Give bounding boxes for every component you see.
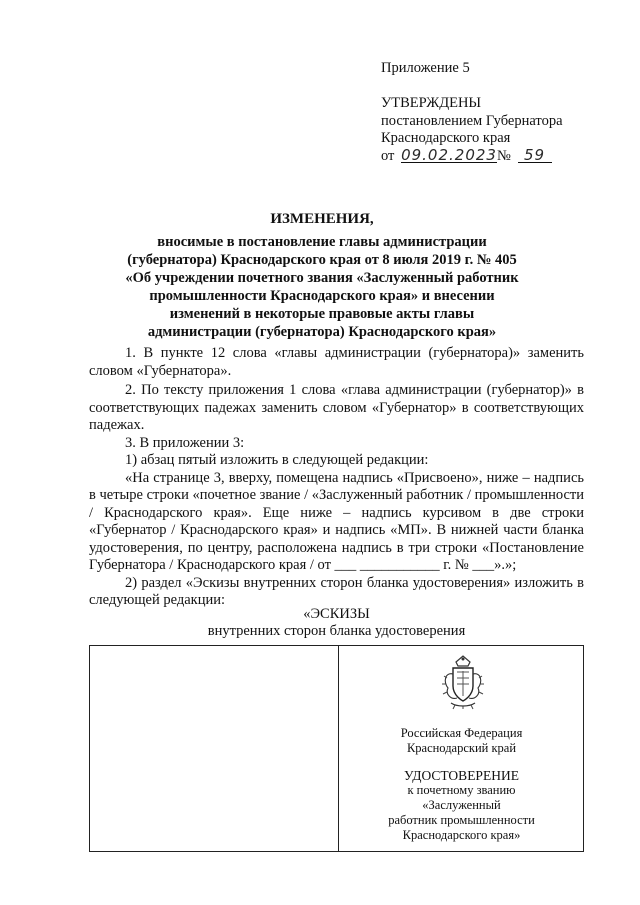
approval-date-line [381, 145, 563, 166]
title-line: изменений в некоторые правовые акты главы [169, 306, 475, 322]
approved-label: УТВЕРЖДЕНЫ [381, 95, 482, 111]
paragraph: 3. В приложении 3: [125, 434, 245, 451]
certificate-sketch [89, 645, 584, 852]
title-line: вносимые в постановление главы администрации [157, 234, 487, 250]
region-label: Краснодарский край [406, 741, 517, 755]
number-prefix: № [497, 147, 511, 164]
caption-line2: внутренних сторон бланка удостоверения [207, 623, 466, 639]
krasnodar-coat-of-arms-icon [439, 654, 487, 710]
certificate-line: «Заслуженный [422, 798, 501, 812]
paragraph: 1) абзац пятый изложить в следующей редакции: [125, 452, 429, 468]
paragraph: 1. В пункте 12 слова «главы администрации (губернатора)» заменить словом «Губернатора». [89, 345, 584, 379]
title-line: администрации (губернатора) Краснодарского края» [147, 324, 497, 340]
certificate-title: УДОСТОВЕРЕНИЕ [404, 768, 519, 783]
approved-by-line2: Краснодарского края [381, 130, 511, 146]
title-line: «Об учреждении почетного звания «Заслуженный работник [125, 270, 519, 286]
certificate-line: Краснодарского края» [402, 828, 521, 842]
sketch-caption [89, 606, 584, 640]
approved-by-line1: постановлением Губернатора [381, 112, 563, 129]
paragraph: 2) раздел «Эскизы внутренних сторон бланка удостоверения» изложить в следующей редакции: [89, 574, 584, 608]
annex-label: Приложение 5 [381, 60, 470, 76]
certificate-line: к почетному званию [407, 783, 516, 797]
title-heading: ИЗМЕНЕНИЯ, [270, 211, 374, 227]
body-text [89, 345, 584, 610]
country-label: Российская Федерация [400, 726, 523, 740]
certificate-line: работник промышленности [388, 813, 535, 827]
handwritten-date: 09.02.2023 [401, 145, 497, 164]
caption-line1: «ЭСКИЗЫ [303, 606, 370, 622]
date-prefix: от [381, 147, 395, 164]
certificate-title-block [339, 768, 584, 843]
handwritten-number: 59 [518, 148, 552, 163]
title-line: (губернатора) Краснодарского края от 8 июля 2019 г. № 405 [127, 252, 517, 268]
issuer-block [339, 726, 584, 756]
paragraph: «На странице 3, вверху, помещена надпись «Присвоено», ниже – надпись в четыре строки «почетное звание / «Заслуженный работник / промышленности / Краснодарского края». Еще ниже – надпись курсивом в две строки «Губернатор / Краснодарского края» и надпись «МП». В нижней части бланка удостоверения, по центру, расположена надпись в три строки «Постановление Губернатора / Краснодарского края / от ___ ___________ г. № ___».»; [89, 469, 585, 573]
approval-block [381, 95, 563, 165]
certificate-right-page [339, 646, 584, 851]
document-title [90, 210, 554, 341]
paragraph: 2. По тексту приложения 1 слова «глава администрации (губернатор)» в соответствующих падежах заменить словом «Губернатор» в соответствующих падежах. [89, 382, 584, 433]
title-line: промышленности Краснодарского края» и внесении [149, 288, 495, 304]
